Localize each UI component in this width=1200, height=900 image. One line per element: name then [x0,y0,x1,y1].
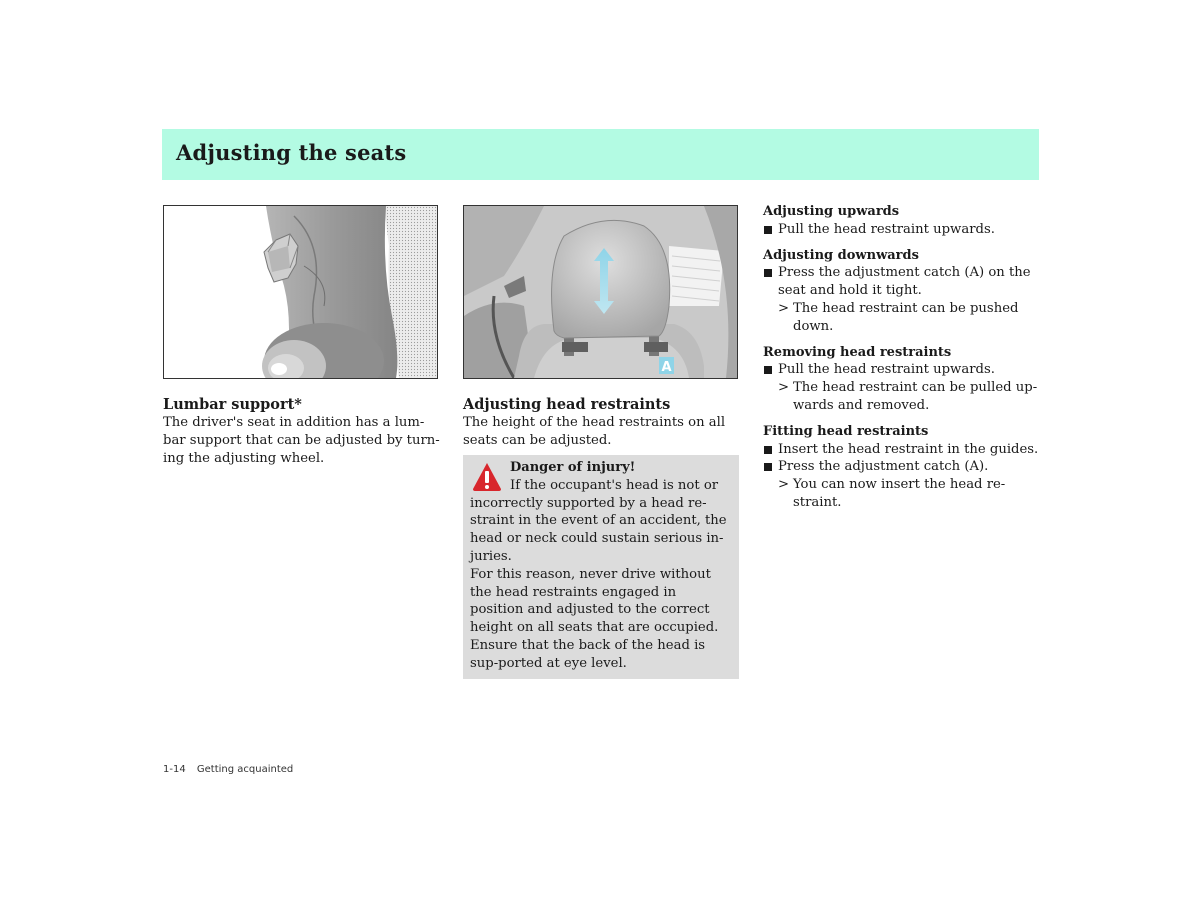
head-restraint-illustration [464,206,737,378]
warning-para-1: If the occupant's head is not or incorrectly supported by a head re-straint in the event of an accident, the head or neck could sustain serious in-juries. [470,477,727,564]
lumbar-heading: Lumbar support* [163,396,302,413]
warning-title: Danger of injury! [510,460,636,475]
fitting-section [763,423,1043,512]
list-item [763,361,1043,379]
result-marker: > [778,380,790,396]
result-item [763,476,1043,512]
step-text: Pull the head restraint upwards. [778,221,995,237]
instructions-column [763,203,1043,520]
lumbar-support-figure [163,205,438,379]
danger-warning-box [463,455,739,679]
bullet-square-icon [764,463,772,471]
head-restraints-heading: Adjusting head restraints [463,396,671,413]
list-item [763,221,1043,239]
bullet-square-icon [764,269,772,277]
result-text: You can now insert the head re-straint. [793,477,1006,510]
step-text: Press the adjustment catch (A) on the seat and hold it tight. [778,265,1031,299]
lumbar-body: The driver's seat in addition has a lum-bar support that can be adjusted by turn-ing the adjusting wheel. [163,415,440,466]
result-text: The head restraint can be pulled up-wards and removed. [793,380,1038,413]
adjusting-upwards-section [763,203,1043,239]
removing-heading: Removing head restraints [763,344,952,360]
lumbar-support-illustration [164,206,437,378]
bullet-square-icon [764,446,772,454]
fitting-heading: Fitting head restraints [763,423,929,439]
upwards-heading: Adjusting upwards [763,204,900,219]
page-footer [163,764,293,775]
list-item [763,264,1043,300]
result-marker: > [778,477,790,493]
footer-section: Getting acquainted [196,764,294,775]
list-item [763,458,1043,476]
warning-para-2: For this reason, never drive without the head restraints engaged in position and adjusted to the correct height on all seats that are occupied. [470,566,719,636]
catch-label-a: A [661,360,672,375]
removing-section [763,344,1043,415]
warning-para-3: Ensure that the back of the head is sup-ported at eye level. [470,637,706,671]
head-restraints-body: The height of the head restraints on all seats can be adjusted. [463,415,726,448]
page-title: Adjusting the seats [176,140,407,165]
downwards-heading: Adjusting downwards [763,247,919,263]
head-restraint-figure [463,205,738,379]
lumbar-support-section [163,396,441,467]
title-banner [162,129,1039,180]
result-marker: > [778,300,790,316]
step-text: Press the adjustment catch (A). [778,459,989,475]
result-text: The head restraint can be pushed down. [793,300,1019,334]
adjusting-downwards-section [763,247,1043,336]
step-text: Insert the head restraint in the guides. [778,441,1039,457]
page-number: 1-14 [163,764,186,775]
bullet-square-icon [764,226,772,234]
result-item [763,300,1043,336]
danger-icon [472,462,502,492]
head-restraints-section [463,396,739,450]
result-item [763,379,1043,415]
step-text: Pull the head restraint upwards. [778,362,995,378]
bullet-square-icon [764,366,772,374]
list-item [763,441,1043,459]
